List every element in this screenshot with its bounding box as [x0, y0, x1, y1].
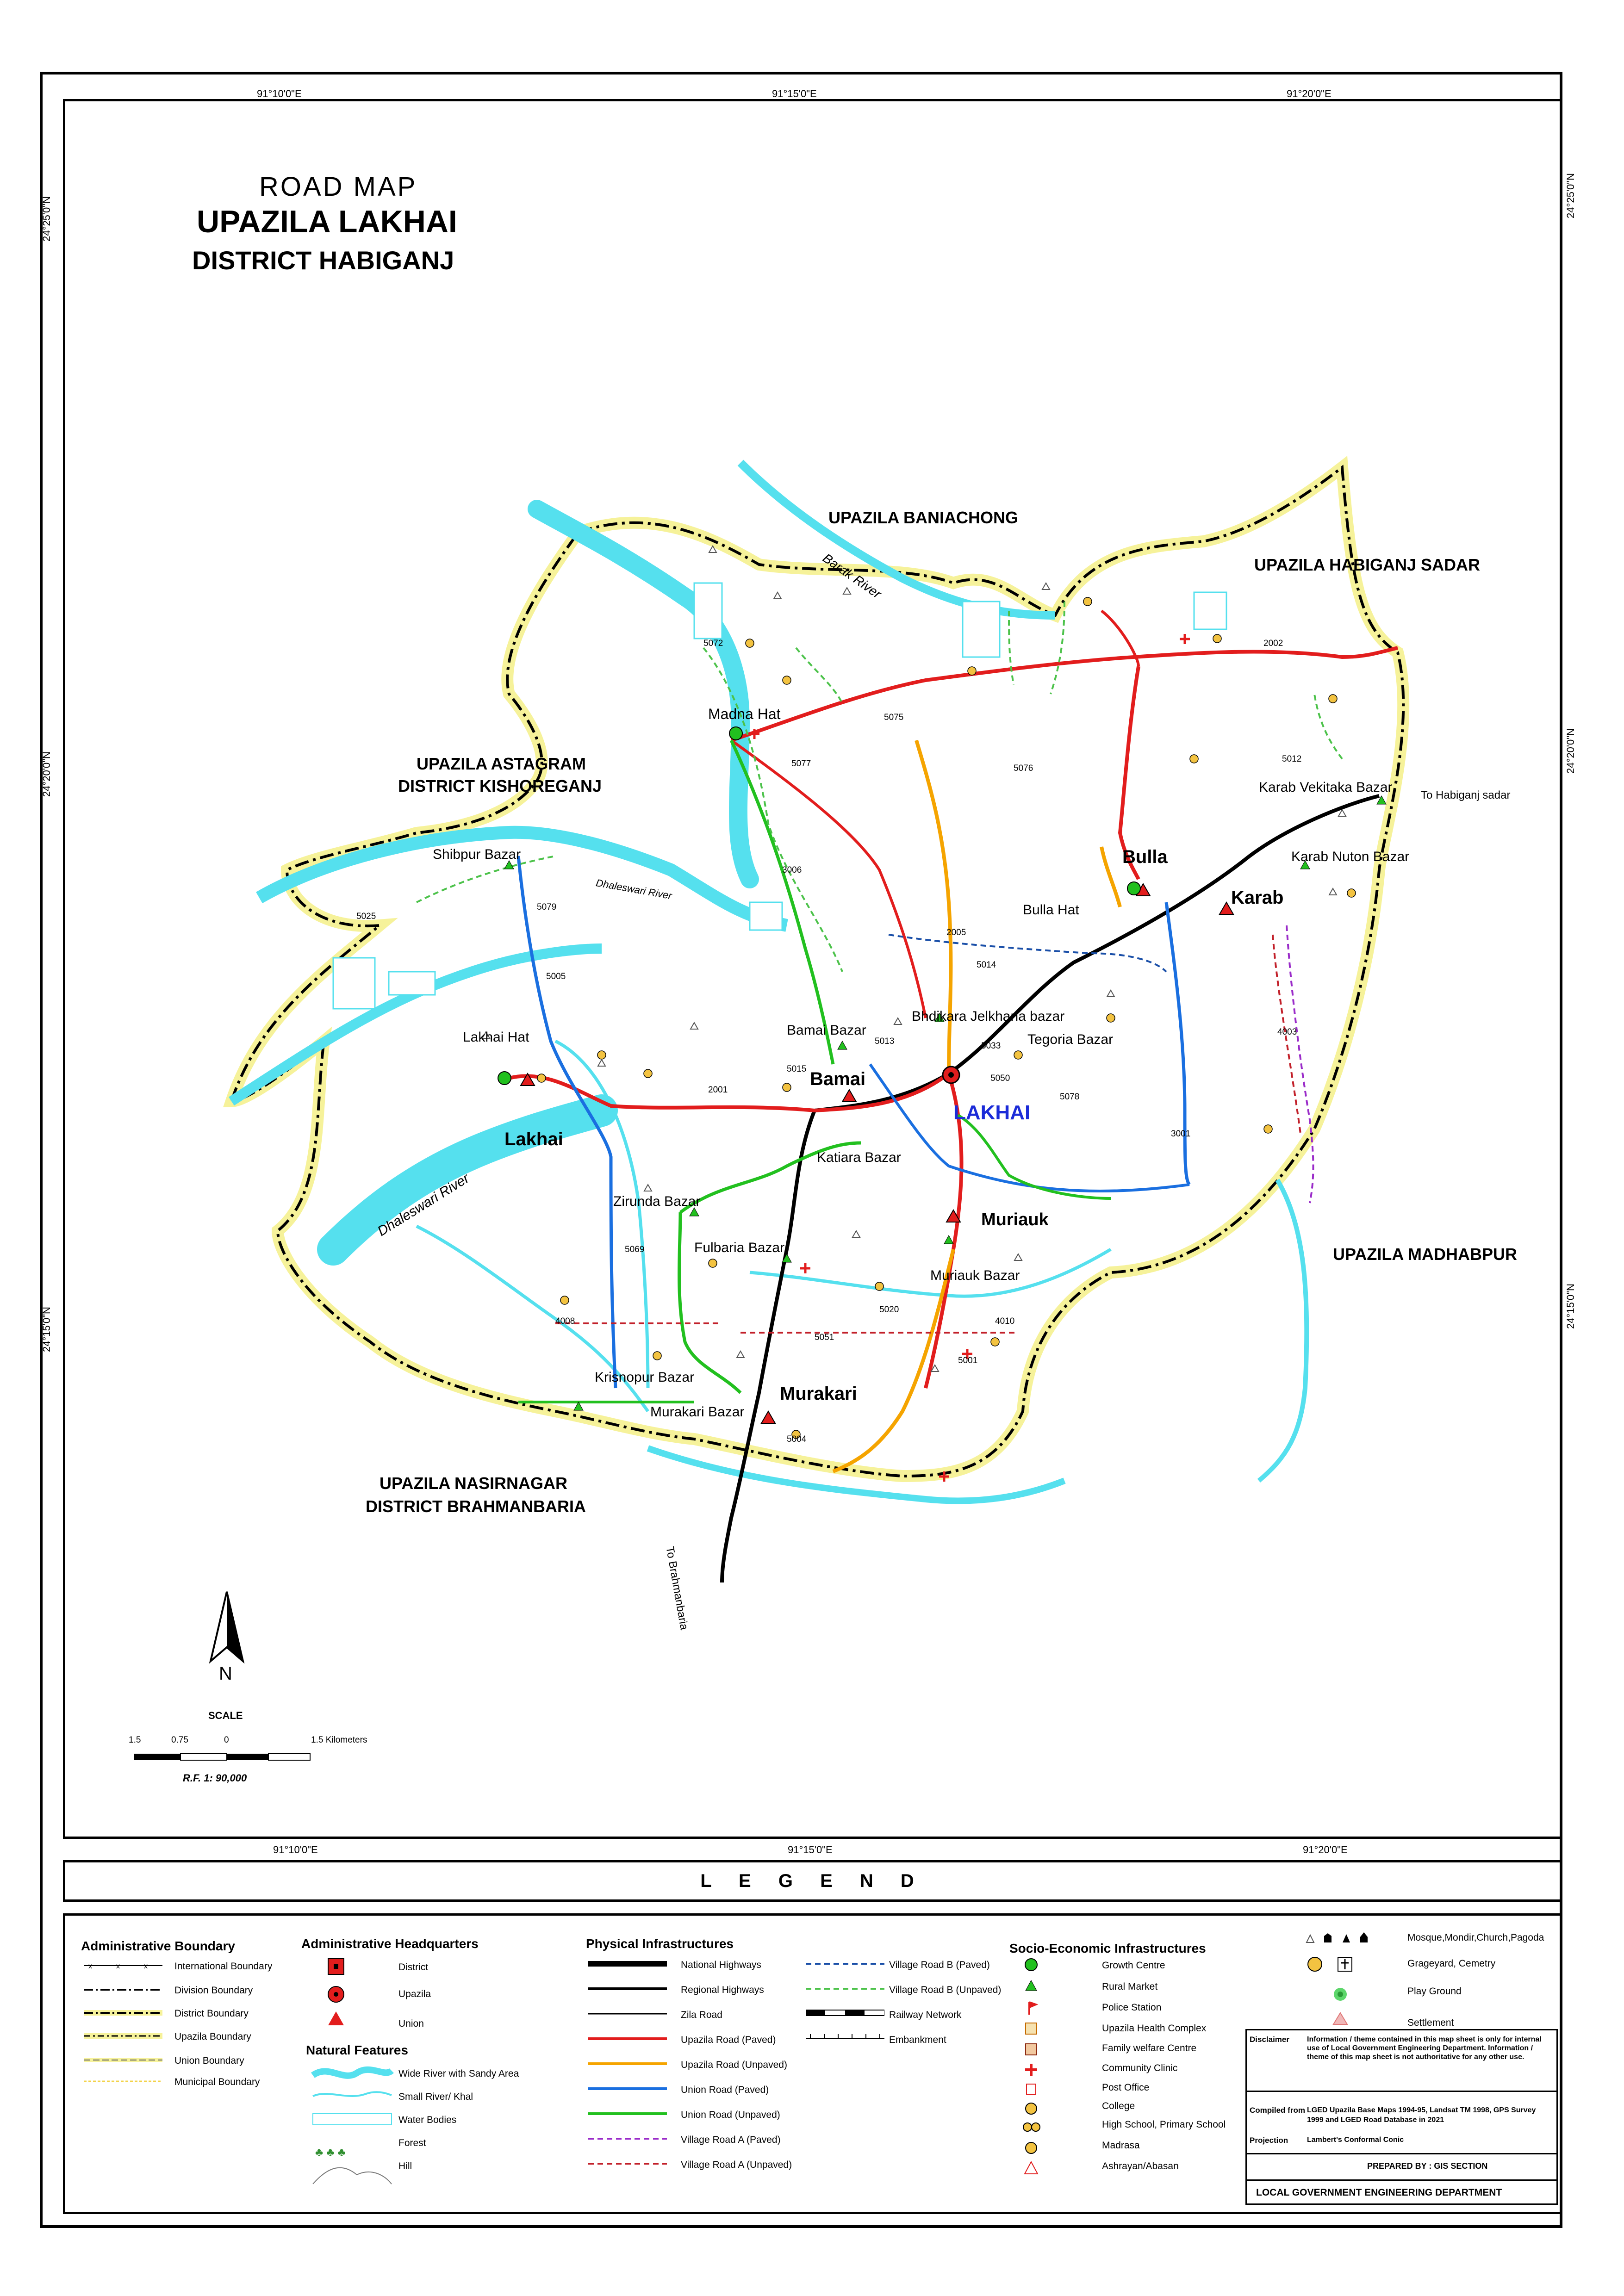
place-karab-vekitaka: Karab Vekitaka Bazar [1259, 780, 1393, 795]
title-district: DISTRICT HABIGANJ [192, 246, 454, 275]
legend-item: Upazila Road (Unpaved) [681, 2060, 787, 2070]
road-id: 5014 [977, 960, 996, 970]
road-id: 5069 [625, 1245, 645, 1254]
scale-tick: 0 [224, 1735, 229, 1745]
road-id: 5025 [356, 912, 376, 921]
legend-item: Zila Road [681, 2010, 722, 2020]
legend-item: Family welfare Centre [1102, 2043, 1197, 2054]
legend-item: Forest [398, 2138, 426, 2148]
lat-label-right-2: 24°20'0"N [1564, 728, 1576, 774]
river-north [537, 509, 750, 879]
north-label: N [219, 1663, 232, 1684]
place-karab: Karab [1231, 887, 1284, 908]
disclaimer-label: Disclaimer [1250, 2035, 1289, 2044]
legend-item: Growth Centre [1102, 1960, 1165, 1971]
road-id: 5012 [1282, 754, 1302, 764]
scale-tick: 0.75 [171, 1735, 188, 1745]
svg-text:x: x [88, 1962, 92, 1970]
lon-label-top-1: 91°10'0"E [257, 88, 302, 99]
scale-tick: 1.5 [129, 1735, 141, 1745]
place-muriauk: Muriauk [981, 1210, 1049, 1229]
rf-label: R.F. 1: 90,000 [183, 1772, 247, 1784]
lat-label-left-2: 24°20'0"N [40, 751, 52, 797]
legend-item: Rural Market [1102, 1981, 1158, 1992]
legend-item: Settlement [1407, 2017, 1454, 2028]
label-barak-river: Barak River [820, 551, 884, 602]
legend-item: College [1102, 2101, 1135, 2111]
legend-item: Upazila Health Complex [1102, 2023, 1207, 2034]
boundary-samples [84, 1962, 162, 2082]
legend-item: Small River/ Khal [398, 2091, 473, 2102]
natural-samples [311, 2064, 394, 2189]
road-id: 5072 [703, 639, 723, 648]
road-id: 5013 [875, 1036, 895, 1046]
legend-item: Union Boundary [174, 2055, 244, 2066]
place-murakari: Murakari [780, 1384, 857, 1404]
place-shibpur-bazar: Shibpur Bazar [433, 847, 521, 862]
road-id: 5077 [791, 759, 811, 769]
road-id: 4008 [555, 1316, 575, 1326]
place-bamai-bazar: Bamai Bazar [787, 1023, 866, 1038]
scale-tick: 1.5 Kilometers [311, 1735, 367, 1745]
compiled-label: Compiled from [1250, 2106, 1305, 2115]
place-katiara: Katiara Bazar [817, 1150, 901, 1165]
road-samples-2 [806, 1957, 884, 2059]
road-id: 2005 [946, 928, 966, 937]
road-samples [588, 1957, 667, 2179]
legend-physical-head: Physical Infrastructures [586, 1936, 734, 1951]
svg-text:x: x [144, 1962, 148, 1970]
department-name: LOCAL GOVERNMENT ENGINEERING DEPARTMENT [1256, 2187, 1502, 2198]
legend-item: Upazila Boundary [174, 2031, 251, 2042]
prepared-by: PREPARED BY : GIS SECTION [1367, 2161, 1488, 2171]
lon-label-bottom-3: 91°20'0"E [1303, 1844, 1348, 1855]
lon-label-top-3: 91°20'0"E [1287, 88, 1332, 99]
lat-label-left-3: 24°15'0"N [40, 1307, 52, 1352]
upazila-road-paved-north [731, 648, 1398, 740]
legend-item: Community Clinic [1102, 2063, 1178, 2073]
projection-text: Lambert's Conformal Conic [1307, 2136, 1404, 2144]
place-bulla: Bulla [1122, 847, 1168, 867]
religious-samples [1301, 1930, 1384, 2036]
road-id: 5015 [787, 1064, 807, 1074]
disclaimer-text: Information / theme contained in this map sheet is only for internal use of Local Government Engineering Department. Information / theme of this map sheet is not authoritative for any other use. [1307, 2035, 1542, 2061]
road-id: 5075 [884, 713, 904, 722]
road-id: 5076 [1014, 763, 1033, 773]
place-fulbaria: Fulbaria Bazar [694, 1240, 785, 1255]
projection-label: Projection [1250, 2136, 1288, 2145]
river-dhaleswari-north [259, 832, 787, 925]
neighbor-madhabpur: UPAZILA MADHABPUR [1333, 1245, 1517, 1264]
legend-item: Post Office [1102, 2082, 1150, 2093]
place-zirunda: Zirunda Bazar [613, 1194, 701, 1209]
road-id: 5051 [815, 1333, 834, 1342]
label-dhaleswari-river-north: Dhaleswari River [595, 877, 673, 902]
legend-item: Wide River with Sandy Area [398, 2068, 519, 2079]
road-id: 2001 [708, 1085, 728, 1095]
lat-label-right-3: 24°15'0"N [1564, 1284, 1576, 1329]
legend-item: International Boundary [174, 1961, 273, 1972]
legend-item: Village Road B (Unpaved) [889, 1985, 1002, 1995]
info-panel [1245, 2029, 1558, 2205]
title-road-map: ROAD MAP [259, 172, 417, 202]
place-krisnopur: Krisnopur Bazar [595, 1370, 695, 1385]
legend-title-text: L E G E N D [700, 1870, 925, 1891]
legend-item: Union [398, 2018, 424, 2029]
legend-item: Village Road A (Unpaved) [681, 2159, 792, 2170]
legend-item: Village Road B (Paved) [889, 1960, 990, 1970]
place-bulla-hat: Bulla Hat [1023, 902, 1079, 918]
place-lakhai-hat: Lakhai Hat [463, 1030, 529, 1045]
svg-text:x: x [116, 1962, 120, 1970]
label-to-brahmanbaria: To Brahmanbaria [663, 1545, 691, 1631]
lat-label-left-1: 24°25'0"N [40, 196, 52, 242]
legend-item: Ashrayan/Abasan [1102, 2161, 1179, 2172]
legend-item: Upazila [398, 1989, 431, 1999]
place-tegoria: Tegoria Bazar [1027, 1032, 1114, 1047]
place-lakhai: Lakhai [504, 1129, 563, 1149]
hq-samples [324, 1955, 348, 2034]
lon-label-top-2: 91°15'0"E [772, 88, 817, 99]
legend-natural-head: Natural Features [306, 2043, 408, 2057]
legend-item: Village Road A (Paved) [681, 2135, 781, 2145]
legend-item: Embankment [889, 2035, 946, 2045]
neighbor-astagram: UPAZILA ASTAGRAM [417, 754, 586, 773]
legend-admin-boundary-head: Administrative Boundary [81, 1939, 235, 1953]
legend-item: District [398, 1962, 429, 1973]
compiled-text: LGED Upazila Base Maps 1994-95, Landsat TM 1998, GPS Survey 1999 and LGED Road Database in 2021 [1307, 2106, 1536, 2124]
legend-item: National Highways [681, 1960, 761, 1970]
legend-item: Grageyard, Cemetry [1407, 1958, 1496, 1969]
lat-label-right-1: 24°25'0"N [1564, 173, 1576, 218]
road-id: 3006 [782, 865, 802, 875]
legend-socio-head: Socio-Economic Infrastructures [1009, 1941, 1206, 1955]
place-muriauk-bazar: Muriauk Bazar [930, 1268, 1020, 1283]
legend-title [63, 1860, 1562, 1902]
legend-box [63, 1913, 1562, 2214]
road-id: 5005 [546, 972, 566, 981]
label-to-habiganj: To Habiganj sadar [1421, 789, 1511, 801]
road-id: 5004 [787, 1434, 807, 1444]
legend-item: Hill [398, 2161, 412, 2172]
road-id: 5050 [990, 1074, 1010, 1083]
road-id: 4003 [1277, 1027, 1297, 1037]
road-id: 5078 [1060, 1092, 1080, 1102]
road-id: 2002 [1263, 639, 1283, 648]
place-bamai: Bamai [810, 1069, 866, 1089]
legend-item: Municipal Boundary [174, 2077, 260, 2087]
upazila-name-lakhai: LAKHAI [953, 1101, 1031, 1124]
label-dhaleswari-river: Dhaleswari River [375, 1170, 472, 1239]
legend-item: District Boundary [174, 2008, 249, 2019]
legend-item: Mosque,Mondir,Church,Pagoda [1407, 1932, 1544, 1943]
legend-item: Regional Highways [681, 1985, 764, 1995]
place-bhdikara: Bhdikara Jelkhana bazar [912, 1009, 1065, 1024]
legend-item: Madrasa [1102, 2140, 1140, 2151]
legend-item: Upazila Road (Paved) [681, 2035, 776, 2045]
road-id: 3001 [1171, 1129, 1191, 1139]
lon-label-bottom-1: 91°10'0"E [273, 1844, 318, 1855]
socio-samples [1021, 1958, 1044, 2199]
legend-item: Water Bodies [398, 2115, 457, 2125]
svg-text:♣ ♣ ♣: ♣ ♣ ♣ [315, 2145, 346, 2159]
scale-label: SCALE [208, 1710, 243, 1721]
place-karab-nuton: Karab Nuton Bazar [1291, 849, 1410, 864]
place-murakari-bazar: Murakari Bazar [650, 1404, 745, 1420]
neighbor-kishoreganj: DISTRICT KISHOREGANJ [398, 776, 602, 795]
neighbor-habiganj-sadar: UPAZILA HABIGANJ SADAR [1254, 555, 1481, 574]
neighbor-baniachong: UPAZILA BANIACHONG [828, 508, 1018, 527]
lon-label-bottom-2: 91°15'0"E [788, 1844, 833, 1855]
legend-item: Police Station [1102, 2002, 1162, 2013]
road-id: 4010 [995, 1316, 1015, 1326]
scale-bar [134, 1754, 310, 1760]
neighbor-nasirnagar: UPAZILA NASIRNAGAR [380, 1474, 567, 1493]
river-east [1259, 1180, 1307, 1481]
road-id: 5001 [958, 1356, 978, 1365]
road-id: 5020 [879, 1305, 899, 1315]
legend-admin-hq-head: Administrative Headquarters [301, 1936, 479, 1951]
legend-item: Railway Network [889, 2010, 962, 2020]
legend-item: Play Ground [1407, 1986, 1462, 1997]
road-id: 5033 [981, 1041, 1001, 1051]
place-madna-hat: Madna Hat [708, 706, 781, 722]
legend-item: Union Road (Paved) [681, 2085, 769, 2095]
neighbor-brahmanbaria: DISTRICT BRAHMANBARIA [366, 1497, 586, 1516]
legend-item: Union Road (Unpaved) [681, 2110, 780, 2120]
title-upazila: UPAZILA LAKHAI [197, 204, 457, 239]
legend-item: Division Boundary [174, 1985, 253, 1996]
legend-item: High School, Primary School [1102, 2119, 1226, 2130]
road-id: 5079 [537, 902, 557, 912]
